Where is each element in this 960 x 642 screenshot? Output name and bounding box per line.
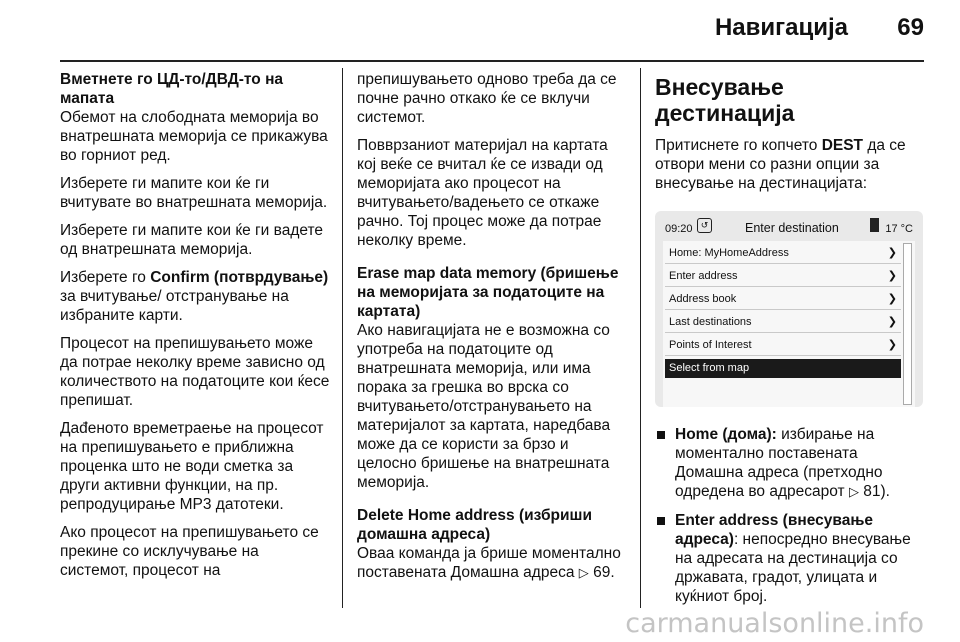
screen-heading: Enter destination [745,221,839,235]
column-divider-1 [342,68,343,608]
section-title: Внесување дестинација [655,74,795,126]
page-ref-arrow-icon: ▷ [578,566,589,581]
text-run: Изберете го [60,269,151,286]
paragraph: Процесот на препишувањето може да потрае неколку време зависно од количеството на податоците кои ќесе препишат. [60,335,330,409]
chevron-right-icon: ❯ [887,270,897,282]
page-ref: 69. [593,564,615,581]
text-run: за вчитување/ отстранување на избраните карти. [60,288,289,324]
paragraph: препишувањето одново треба да се почне рачно откако ќе се вклучи системот. [357,71,617,126]
text-run: Оваа команда ја брише моменталнo поставената Домашна адреса [357,545,621,581]
page-title: Навигација [714,14,848,41]
menu-item-select-from-map [665,359,901,378]
list-item [655,425,927,502]
scrollbar [903,243,912,405]
paragraph: Изберете ги мапите кои ќе ги вадете од внатрешната меморија. [60,222,324,258]
menu-item-label: Home: MyHomeAddress [669,247,789,259]
bold-term: Home (дома): [675,426,777,443]
chevron-right-icon: ❯ [887,339,897,351]
menu-item-home [665,244,901,264]
menu-item-last-destinations [665,313,901,333]
screen-time: 09:20 [665,223,693,235]
column-3 [655,70,927,615]
paragraph: Повврзаниот материјал на картата кој веќе се вчитал ќе се извади од меморијата ако процесот на вчитувањето/вадењето се откаже рачно. Тој процес може да потрае неколку време. [357,137,608,249]
text-run: Притиснете го копчето [655,137,822,154]
bold-term: DEST [821,137,864,154]
paragraph: Ако процесот на препишувањето се прекине со исклучување на системот, процесот на [60,524,319,579]
menu-item-enter-address [665,267,901,287]
menu-item-address-book [665,290,901,310]
menu-item-label: Address book [669,293,737,305]
section-heading: Delete Home address (избриши домашна адреса) [357,507,592,543]
chevron-right-icon: ❯ [887,247,897,259]
navigation-screen-image [655,211,923,407]
menu-item-label: Enter address [669,270,738,282]
page-number: 69 [897,14,924,41]
bullet-square-icon [657,517,665,525]
text-run: : непосредно внесување на адресата на дестинација со државата, градот, улицата и куќниот број. [675,531,911,605]
screen-status-bar [663,217,915,237]
watermark: carmanualsonline.info [625,608,924,639]
page-ref-arrow-icon: ▷ [848,485,859,500]
text-run: да се отвори мени со разни опции за внесување на дестинацијата: [655,137,906,192]
screen-menu [663,241,915,407]
phone-icon [870,218,879,232]
screen-temperature: 17 °C [885,223,913,235]
section-heading: Вметнете го ЦД-то/ДВД-то на мапата [60,71,284,107]
page-ref: 81). [863,483,890,500]
column-1 [60,70,330,589]
header-rule [60,60,924,62]
column-divider-2 [640,68,641,608]
bold-term: Enter address (внесување адреса) [675,512,874,548]
back-icon: ↺ [697,218,712,233]
column-2 [357,70,629,592]
menu-item-label: Last destinations [669,316,752,328]
chevron-right-icon: ❯ [887,293,897,305]
bold-term: Confirm (потврдување) [150,269,329,286]
paragraph: Дađеното времетраење на процесот на препишувањето е приближна проценка што не води сметка за други активни функции, на пр. репродуцирање MP3 датотеки. [60,420,324,513]
page-header [0,0,960,60]
text-run: избирање на моментално поставената Домашна адреса (претходно одредена во адресарот [675,426,883,500]
list-item [655,511,927,606]
bullet-square-icon [657,431,665,439]
paragraph: Ако навигацијата не е возможна со употреба на податоците од внатрешната меморија, или има порака за грешка во врска со вчитувањето/отстранувањето на материјалот за картата, наредбава може да се користи за брзо и целосно бришење на внатрешната меморија. [357,322,611,491]
chevron-right-icon: ❯ [887,316,897,328]
section-heading: Erase map data memory (бришење на меморијата за податоците на картата) [357,265,619,320]
bullet-list [655,425,927,606]
paragraph: Изберете ги мапите кои ќе ги вчитувате во внатрешната меморија. [60,175,328,211]
menu-item-label: Select from map [669,362,750,374]
paragraph [357,544,629,583]
paragraph [655,136,927,193]
paragraph [60,268,330,325]
paragraph: Обемот на слободната меморија во внатрешната меморија се прикажува во горниот ред. [60,109,328,164]
menu-item-points-of-interest [665,336,901,356]
menu-item-label: Points of Interest [669,339,752,351]
